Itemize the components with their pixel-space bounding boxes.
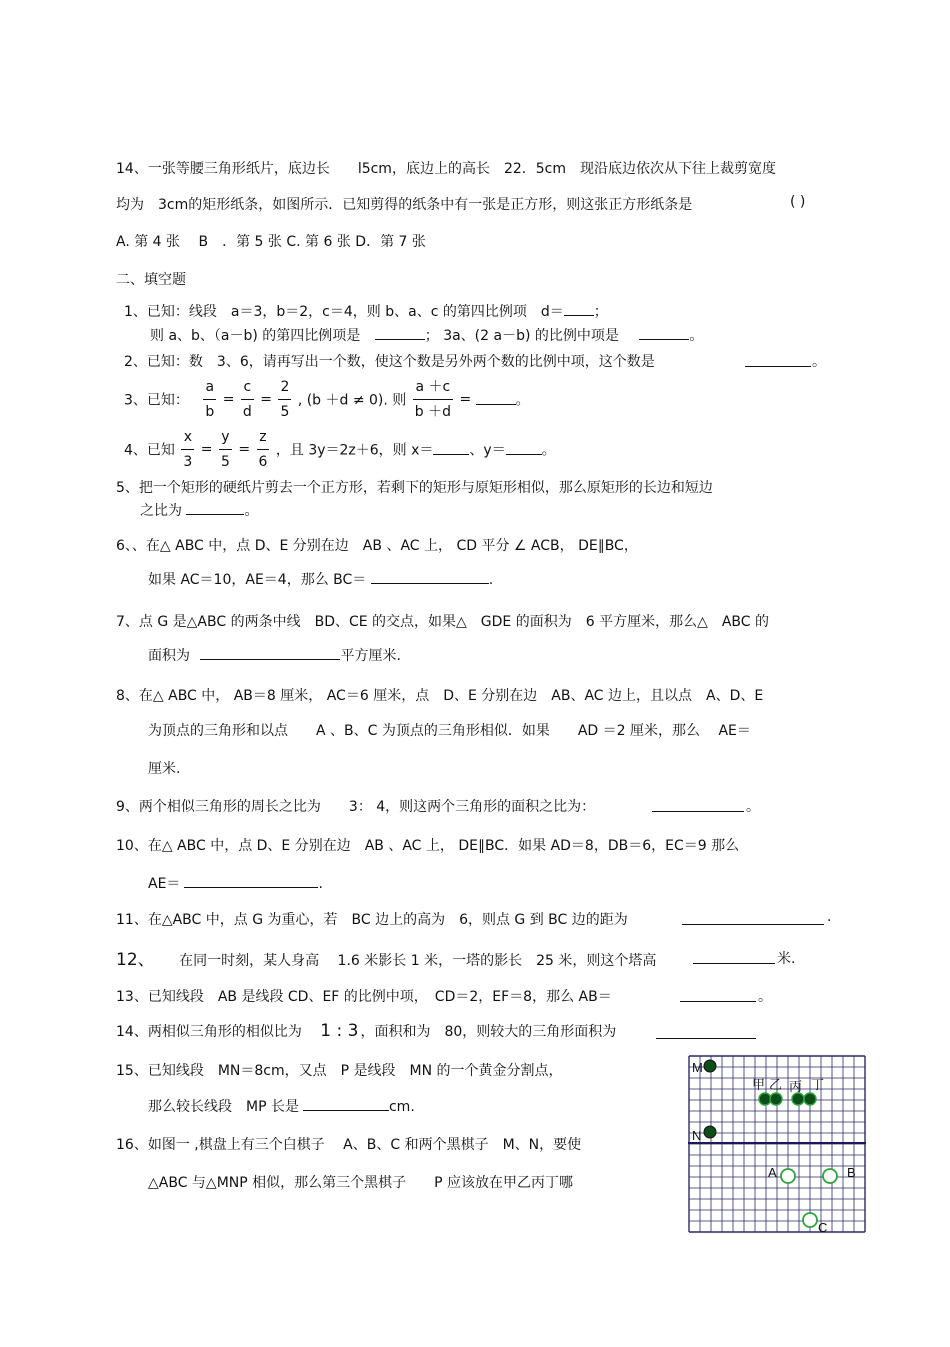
fill-11-end: . xyxy=(827,909,832,925)
fill-3-n3: 2 xyxy=(278,375,291,400)
fill-12-text: 在同一时刻，某人身高 1.6 米影长 1 米，一塔的影长 25 米，则这个塔高 xyxy=(179,953,657,969)
fill-1-text-a-end: ； xyxy=(593,304,608,320)
fill-14-blank[interactable] xyxy=(656,1024,756,1039)
fill-3-d1: b xyxy=(205,404,215,420)
fill-14-ratio: 1 : 3 xyxy=(320,1021,359,1041)
label-c: C xyxy=(818,1220,828,1235)
white-stone-b xyxy=(823,1169,837,1183)
fill-7-blank[interactable] xyxy=(200,645,340,660)
fill-13: 13、已知线段 AB 是线段 CD、EF 的比例中项， CD＝2，EF＝8，那么 AB＝ xyxy=(116,989,612,1005)
fill-9-blank[interactable] xyxy=(652,797,744,812)
fill-3-d3: 5 xyxy=(280,404,290,420)
white-stone-a xyxy=(781,1169,795,1183)
fill-4 xyxy=(124,425,556,474)
fill-10-line1: 10、在△ ABC 中，点 D、E 分别在边 AB 、AC 上， DE∥BC．如果 AD＝8，DB＝6，EC＝9 那么 xyxy=(116,838,740,854)
fill-5-line1: 5、把一个矩形的硬纸片剪去一个正方形，若剩下的矩形与原矩形相似，那么原矩形的长边和短边 xyxy=(116,480,713,496)
fill-4-n1: x xyxy=(181,425,194,450)
fill-1-line2 xyxy=(150,325,703,345)
black-stone-yi xyxy=(770,1093,782,1105)
fill-1-text-b1: 则 a、b、（a－b) 的第四比例项是 xyxy=(150,328,361,344)
label-b: B xyxy=(847,1165,856,1180)
fill-3-n4: a ＋c xyxy=(413,375,453,400)
fill-7-text: 面积为 xyxy=(148,648,190,664)
fill-7-end: 平方厘米. xyxy=(340,648,401,664)
fill-12 xyxy=(116,945,656,970)
fill-4-frac-z xyxy=(257,425,270,474)
white-stone-c xyxy=(803,1213,817,1227)
label-jia: 甲 xyxy=(752,1078,766,1093)
fill-11-blank[interactable] xyxy=(682,910,824,925)
fill-14-text2: ，面积和为 80，则较大的三角形面积为 xyxy=(360,1024,617,1040)
go-board-figure xyxy=(688,1055,868,1235)
fill-1-text-b-end: 。 xyxy=(689,328,704,344)
fill-8-line2: 为顶点的三角形和以点 A 、B、C 为顶点的三角形相似．如果 AD ＝2 厘米，那么 AE＝ xyxy=(148,723,751,739)
black-stone-jia xyxy=(759,1093,771,1105)
fill-15-end: cm. xyxy=(388,1099,415,1115)
fill-4-d1: 3 xyxy=(183,454,193,470)
fill-3-eq1: = xyxy=(222,391,235,408)
fill-16-line2: △ABC 与△MNP 相似，那么第三个黑棋子 P 应该放在甲乙丙丁哪 xyxy=(148,1175,574,1191)
fill-1-blank-d[interactable] xyxy=(564,301,594,316)
fill-11: 11、在△ABC 中，点 G 为重心，若 BC 边上的高为 6，则点 G 到 BC 边的距为 xyxy=(116,912,628,928)
label-a: A xyxy=(768,1165,777,1180)
fill-5-line2 xyxy=(140,500,258,520)
q14-answer-paren: ( ) xyxy=(790,194,806,210)
fill-4-n2: y xyxy=(219,425,232,450)
fill-10-end: . xyxy=(318,876,323,892)
fill-9: 9、两个相似三角形的周长之比为 3： 4，则这两个三角形的面积之比为： xyxy=(116,799,596,815)
fill-4-eq2: = xyxy=(238,441,251,458)
black-stone-ding xyxy=(804,1093,816,1105)
fill-15-line1: 15、已知线段 MN＝8cm，又点 P 是线段 MN 的一个黄金分割点， xyxy=(116,1063,563,1079)
fill-3-d2: d xyxy=(242,404,252,420)
fill-1-blank-b2[interactable] xyxy=(639,325,689,340)
fill-3 xyxy=(124,375,530,424)
fill-9-end: 。 xyxy=(746,799,760,815)
fill-4-frac-y xyxy=(219,425,232,474)
fill-10-text: AE＝ xyxy=(148,876,181,892)
black-stone-n xyxy=(704,1126,716,1138)
fill-15-blank[interactable] xyxy=(303,1096,389,1111)
black-stone-m xyxy=(704,1060,716,1072)
label-bing: 丙 xyxy=(789,1080,803,1095)
fill-1-blank-b1[interactable] xyxy=(375,325,425,340)
fill-3-frac-cd xyxy=(241,375,254,424)
fill-5-end: 。 xyxy=(244,503,259,519)
fill-14 xyxy=(116,1021,616,1041)
fill-3-eq3: = xyxy=(459,391,472,408)
fill-5-blank[interactable] xyxy=(186,500,244,515)
fill-6-end: . xyxy=(488,572,494,588)
fill-4-d2: 5 xyxy=(220,454,230,470)
fill-4-d3: 6 xyxy=(258,454,268,470)
fill-10-blank[interactable] xyxy=(184,873,318,888)
fill-1-line1 xyxy=(124,301,608,321)
fill-3-frac-result xyxy=(413,375,453,424)
fill-6-text: 如果 AC＝10，AE＝4，那么 BC＝ xyxy=(148,572,367,588)
fill-4-prefix: 4、已知 xyxy=(124,442,175,459)
fill-3-frac-ab xyxy=(203,375,216,424)
fill-3-frac-25 xyxy=(278,375,291,424)
fill-3-cond: , (b ＋d ≠ 0). 则 xyxy=(297,392,407,409)
fill-4-blank-y[interactable] xyxy=(506,454,542,455)
fill-15-line2 xyxy=(148,1096,415,1116)
fill-7-line1: 7、点 G 是△ABC 的两条中线 BD、CE 的交点，如果△ GDE 的面积为 6 平方厘米，那么△ ABC 的 xyxy=(116,614,770,630)
fill-2-end: 。 xyxy=(812,354,826,370)
fill-2-blank[interactable] xyxy=(745,352,811,367)
fill-13-blank[interactable] xyxy=(680,987,756,1002)
fill-15-text: 那么较长线段 MP 长是 xyxy=(148,1099,299,1115)
fill-3-end: 。 xyxy=(515,392,530,409)
fill-1-text-b2: ； 3a、(2 a－b) 的比例中项是 xyxy=(424,328,619,344)
fill-1-text-a: 1、已知：线段 a＝3，b＝2，c＝4，则 b、a、c 的第四比例项 d＝ xyxy=(124,304,564,320)
fill-3-d4: b ＋d xyxy=(414,404,451,420)
fill-8-line1: 8、在△ ABC 中， AB＝8 厘米， AC＝6 厘米，点 D、E 分别在边 AB、AC 边上，且以点 A、D、E xyxy=(116,688,764,704)
fill-3-n1: a xyxy=(203,375,216,400)
fill-3-prefix: 3、已知： xyxy=(124,392,189,409)
label-n: N xyxy=(692,1128,702,1143)
fill-4-mid: ，且 3y＝2z＋6，则 x＝ xyxy=(275,442,434,459)
fill-4-frac-x xyxy=(181,425,194,474)
q14-line1: 14、一张等腰三角形纸片，底边长 l5cm，底边上的高长 22．5cm 现沿底边依次从下往上裁剪宽度 xyxy=(116,161,777,177)
q14-options: A. 第 4 张 B ．第 5 张 C. 第 6 张 D．第 7 张 xyxy=(116,234,426,250)
fill-4-n3: z xyxy=(257,425,270,450)
fill-4-eq1: = xyxy=(200,441,213,458)
fill-4-blank-x[interactable] xyxy=(433,454,469,455)
fill-12-num: 12、 xyxy=(116,950,155,970)
fill-4-mid2: 、y＝ xyxy=(469,442,506,459)
fill-12-end: 米. xyxy=(777,951,796,967)
fill-6-line1: 6、、在△ ABC 中，点 D、E 分别在边 AB 、AC 上， CD 平分 ∠ ACB， DE∥BC， xyxy=(116,538,638,554)
fill-7-line2 xyxy=(148,645,401,665)
fill-14-text1: 14、两相似三角形的相似比为 xyxy=(116,1024,302,1040)
fill-2: 2、已知：数 3、6，请再写出一个数，使这个数是另外两个数的比例中项，这个数是 xyxy=(124,354,655,370)
fill-3-n2: c xyxy=(241,375,254,400)
fill-6-line2 xyxy=(148,569,493,589)
fill-8-line3: 厘米. xyxy=(148,761,181,777)
section-title: 二、填空题 xyxy=(116,272,186,288)
fill-5-text: 之比为 xyxy=(140,503,182,519)
fill-10-line2 xyxy=(148,873,323,893)
fill-13-end: 。 xyxy=(758,989,772,1005)
label-ding: 丁 xyxy=(811,1078,825,1093)
fill-4-end: 。 xyxy=(541,442,556,459)
fill-3-eq2: = xyxy=(260,391,272,408)
fill-12-blank[interactable] xyxy=(693,949,775,964)
q14-line2: 均为 3cm的矩形纸条，如图所示．已知剪得的纸条中有一张是正方形，则这张正方形纸条是 xyxy=(116,197,693,213)
fill-16-line1: 16、如图一 ,棋盘上有三个白棋子 A、B、C 和两个黑棋子 M、N，要使 xyxy=(116,1137,582,1153)
label-yi: 乙 xyxy=(769,1078,783,1093)
fill-3-blank[interactable] xyxy=(476,404,516,405)
fill-6-blank[interactable] xyxy=(371,569,489,584)
label-m: M xyxy=(692,1060,703,1075)
